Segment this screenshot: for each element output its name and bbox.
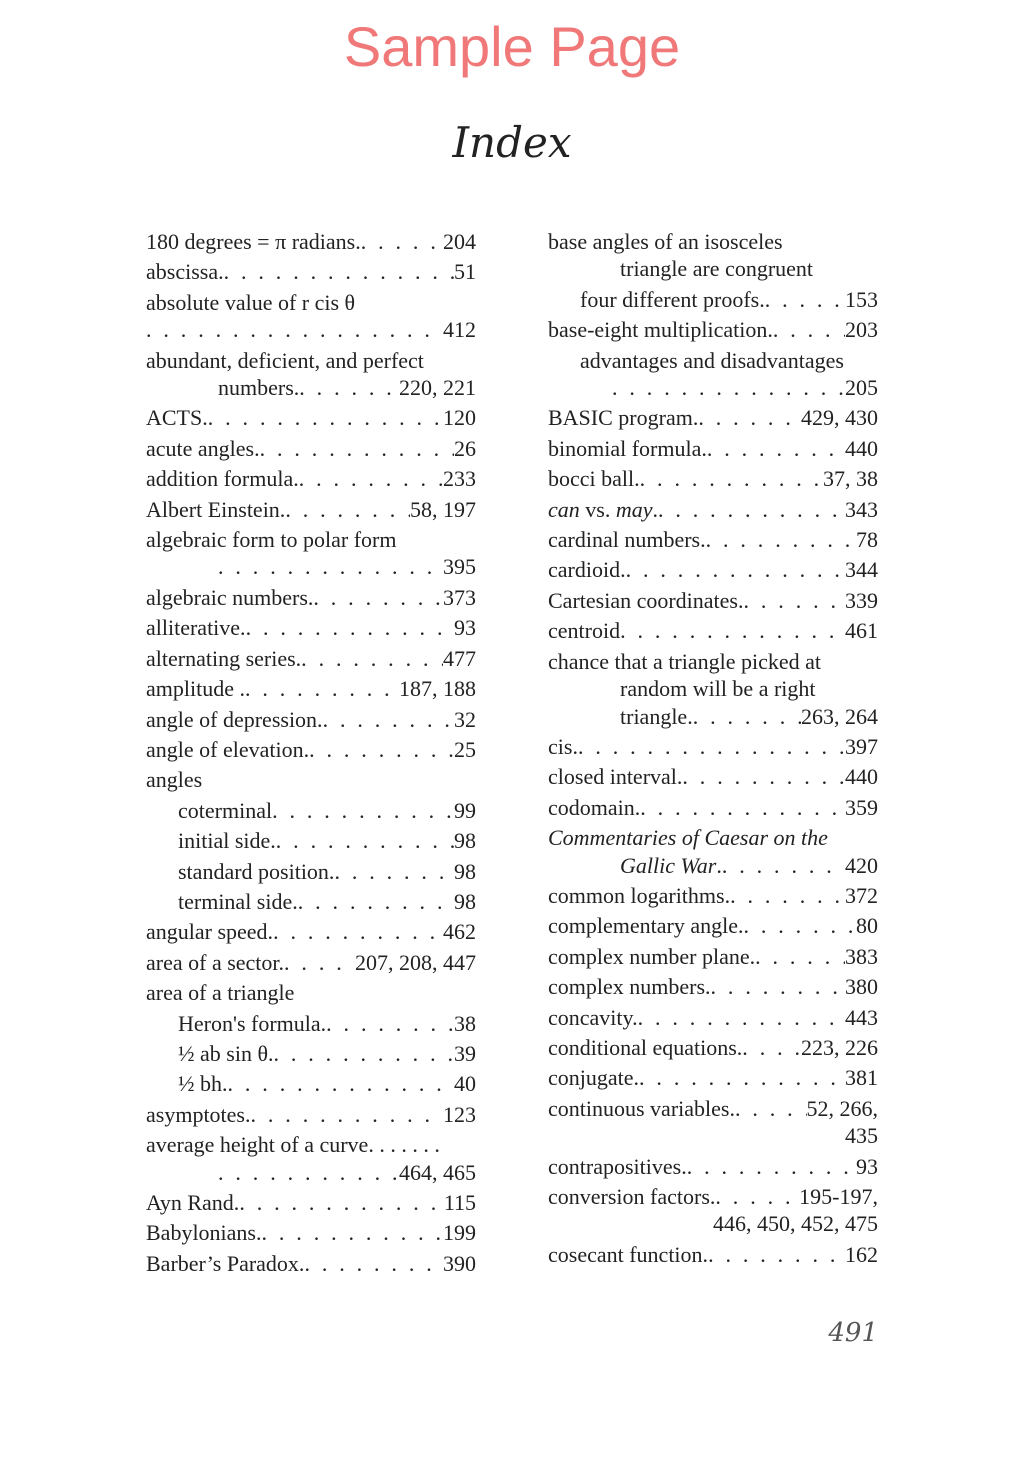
index-entry: Albert Einstein. . . . 58, 197 — [146, 496, 476, 523]
index-entry: Ayn Rand. . . . 115 — [146, 1189, 476, 1216]
index-subentry: Heron's formula. . . . 38 — [146, 1010, 476, 1037]
index-entry: cis. . . . 397 — [548, 733, 878, 760]
index-entry: chance that a triangle picked at random will be a right triangle. . . . 263, 264 — [548, 648, 878, 730]
index-entry: bocci ball. . . . 37, 38 — [548, 465, 878, 492]
index-entry: base-eight multiplication. . . . 203 — [548, 316, 878, 343]
index-entry: codomain. . . . 359 — [548, 794, 878, 821]
index-entry: closed interval. . . . 440 — [548, 763, 878, 790]
index-entry: cardioid. . . . 344 — [548, 556, 878, 583]
index-column-right — [548, 228, 878, 1271]
index-subentry: terminal side. . . . 98 — [146, 888, 476, 915]
index-entry: area of a triangle — [146, 980, 295, 1006]
index-entry: contrapositives. . . . 93 — [548, 1153, 878, 1180]
index-entry: Babylonians. . . . 199 — [146, 1219, 476, 1246]
index-entry: addition formula. . . . 233 — [146, 465, 476, 492]
index-subentry: ½ bh. . . . 40 — [146, 1070, 476, 1097]
index-entry: conjugate. . . . 381 — [548, 1064, 878, 1091]
index-subentry: advantages and disadvantages . . . 205 — [548, 347, 878, 402]
index-entry: complex number plane. . . . 383 — [548, 943, 878, 970]
index-entry: concavity. . . . 443 — [548, 1004, 878, 1031]
index-entry: 180 degrees = π radians. . . . 204 — [146, 228, 476, 255]
index-entry: amplitude . . . . 187, 188 — [146, 675, 476, 702]
index-entry: abscissa. . . . 51 — [146, 258, 476, 285]
index-entry: binomial formula. . . . 440 — [548, 435, 878, 462]
page-number: 491 — [828, 1318, 878, 1348]
index-entry: algebraic numbers. . . . 373 — [146, 584, 476, 611]
index-entry: angles — [146, 767, 203, 793]
index-entry: base angles of an isosceles triangle are congruent — [548, 229, 814, 282]
index-subentry: ½ ab sin θ. . . . 39 — [146, 1040, 476, 1067]
index-title: Index — [452, 118, 572, 167]
index-entry: cosecant function. . . . 162 — [548, 1241, 878, 1268]
index-entry: asymptotes. . . . 123 — [146, 1101, 476, 1128]
index-entry: area of a sector. . . . 207, 208, 447 — [146, 949, 476, 976]
index-entry: conversion factors. . . . 195-197, 446, 450, 452, 475 — [548, 1183, 878, 1238]
index-entry: acute angles. . . . 26 — [146, 435, 476, 462]
index-entry: centroid . . . 461 — [548, 617, 878, 644]
index-subentry: four different proofs. . . . 153 — [548, 286, 878, 313]
index-entry: angle of elevation. . . . 25 — [146, 736, 476, 763]
index-entry: cardinal numbers. . . . 78 — [548, 526, 878, 553]
index-entry: angular speed. . . . 462 — [146, 918, 476, 945]
index-entry: conditional equations. . . . 223, 226 — [548, 1034, 878, 1061]
index-entry: complex numbers. . . . 380 — [548, 973, 878, 1000]
index-entry: alliterative. . . . 93 — [146, 614, 476, 641]
index-entry: ACTS. . . . 120 — [146, 404, 476, 431]
index-entry: can vs. may. . . . 343 — [548, 496, 878, 523]
index-entry: continuous variables. . . . 52, 266, 435 — [548, 1095, 878, 1150]
index-entry: Cartesian coordinates. . . . 339 — [548, 587, 878, 614]
index-entry: common logarithms. . . . 372 — [548, 882, 878, 909]
index-entry: algebraic form to polar form . . . 395 — [146, 526, 476, 581]
index-entry: absolute value of r cis θ . . . 412 — [146, 289, 476, 344]
index-entry: Barber’s Paradox. . . . 390 — [146, 1250, 476, 1277]
index-entry: average height of a curve. . . . . . . . . . 464, 465 — [146, 1131, 476, 1186]
index-entry: alternating series. . . . 477 — [146, 645, 476, 672]
index-subentry: initial side. . . . 98 — [146, 827, 476, 854]
index-subentry: standard position. . . . 98 — [146, 858, 476, 885]
index-entry: complementary angle. . . . 80 — [548, 912, 878, 939]
index-subentry: coterminal . . . 99 — [146, 797, 476, 824]
index-column-left — [146, 228, 476, 1280]
index-entry: Commentaries of Caesar on the Gallic War. . . . 420 — [548, 824, 878, 879]
index-entry: angle of depression. . . . 32 — [146, 706, 476, 733]
index-entry: abundant, deficient, and perfect numbers. . . . 220, 221 — [146, 347, 476, 402]
sample-page-watermark: Sample Page — [343, 15, 681, 78]
index-entry: BASIC program. . . . 429, 430 — [548, 404, 878, 431]
